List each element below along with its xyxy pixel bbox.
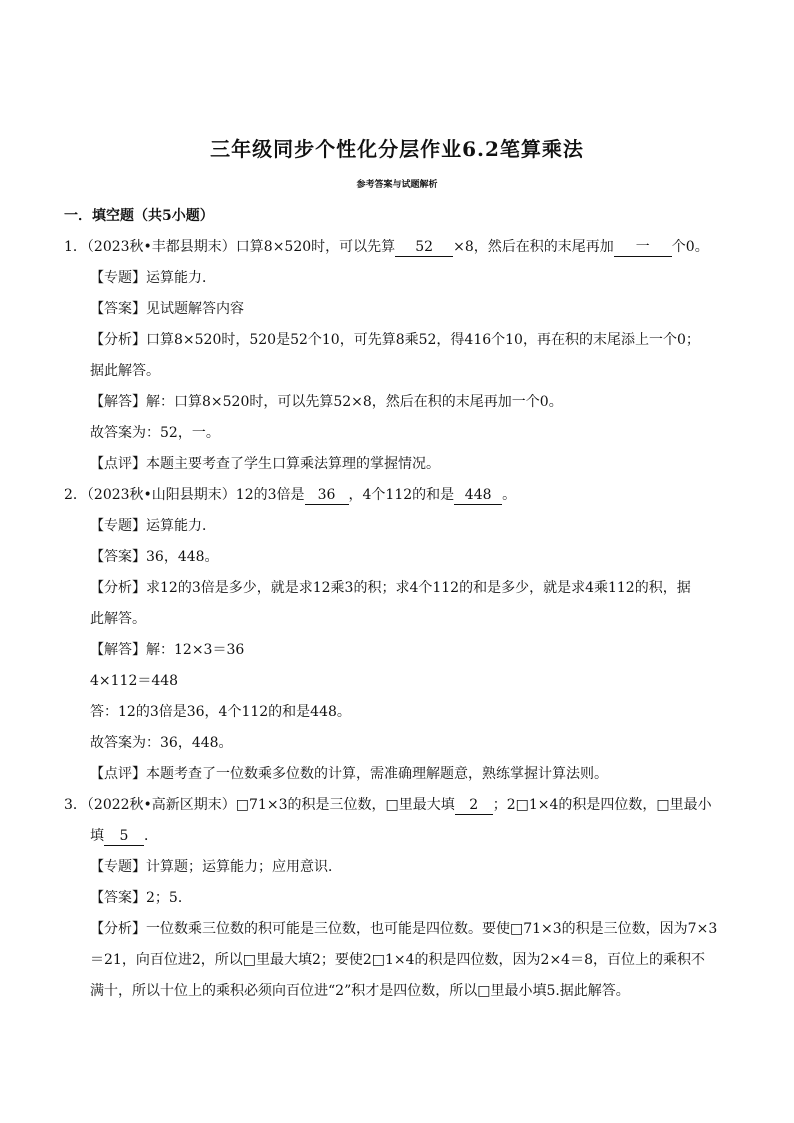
q2-final-answer: 故答案为：36，448。 xyxy=(90,735,233,751)
q2-answer: 【答案】36，448。 xyxy=(90,549,219,565)
q3-analysis-cont: ＝21，向百位进2，所以□里最大填2；要使2□1×4的积是四位数，因为2×4＝8，百位上的乘积不 xyxy=(90,952,705,968)
q2-solution-answer: 答：12的3倍是36，4个112的和是448。 xyxy=(90,704,351,720)
q2-blank-2: 448 xyxy=(454,486,502,505)
q1-final-answer: 故答案为：52，一。 xyxy=(90,425,220,441)
q3-blank-1: 2 xyxy=(455,796,493,815)
q3-answer: 【答案】2；5． xyxy=(90,890,192,906)
q2-stem: 2．（2023秋•山阳县期末）12的3倍是 36 ，4个112的和是 448 。 xyxy=(64,487,517,503)
q2-solution: 【解答】解：12×3＝36 xyxy=(90,642,245,658)
section-heading: 一．填空题（共5小题） xyxy=(64,208,214,224)
q3-stem-cont: 填 5 ． xyxy=(90,828,158,844)
q1-solution: 【解答】解：口算8×520时，可以先算52×8，然后在积的末尾再加一个0。 xyxy=(90,394,563,410)
q3-blank-2: 5 xyxy=(104,827,144,846)
q1-answer: 【答案】见试题解答内容 xyxy=(90,301,244,317)
q2-blank-1: 36 xyxy=(305,486,349,505)
q1-comment: 【点评】本题主要考查了学生口算乘法算理的掌握情况。 xyxy=(90,456,440,472)
q3-analysis-cont-2: 满十，所以十位上的乘积必须向百位进“2”积才是四位数，所以□里最小填5.据此解答。 xyxy=(90,983,630,999)
q1-blank-1: 52 xyxy=(395,238,453,257)
q1-analysis-cont: 据此解答。 xyxy=(90,363,160,379)
q1-analysis: 【分析】口算8×520时，520是52个10，可先算8乘52，得416个10，再在积的末尾添上一个0； xyxy=(90,332,700,348)
q3-analysis: 【分析】一位数乘三位数的积可能是三位数，也可能是四位数。要使□71×3的积是三位数，因为7×3 xyxy=(90,921,718,937)
q2-analysis: 【分析】求12的3倍是多少，就是求12乘3的积；求4个112的和是多少，就是求4乘112的积，据 xyxy=(90,580,691,596)
page-subtitle: 参考答案与试题解析 xyxy=(356,180,438,190)
q2-solution-step: 4×112＝448 xyxy=(90,673,179,689)
q2-comment: 【点评】本题考查了一位数乘多位数的计算，需准确理解题意，熟练掌握计算法则。 xyxy=(90,766,608,782)
q1-topic: 【专题】运算能力． xyxy=(90,270,216,286)
page-title: 三年级同步个性化分层作业6.2笔算乘法 xyxy=(210,137,584,161)
question-list xyxy=(64,232,734,1007)
q2-analysis-cont: 此解答。 xyxy=(90,611,146,627)
q1-stem: 1．（2023秋•丰都县期末）口算8×520时，可以先算 52 ×8，然后在积的末尾再加 一 个0。 xyxy=(64,239,709,255)
q1-blank-2: 一 xyxy=(614,238,672,257)
q3-topic: 【专题】计算题；运算能力；应用意识． xyxy=(90,859,342,875)
q2-topic: 【专题】运算能力． xyxy=(90,518,216,534)
q3-stem: 3．（2022秋•高新区期末）□71×3的积是三位数，□里最大填 2 ；2□1×4的积是四位数，□里最小 xyxy=(64,797,712,813)
